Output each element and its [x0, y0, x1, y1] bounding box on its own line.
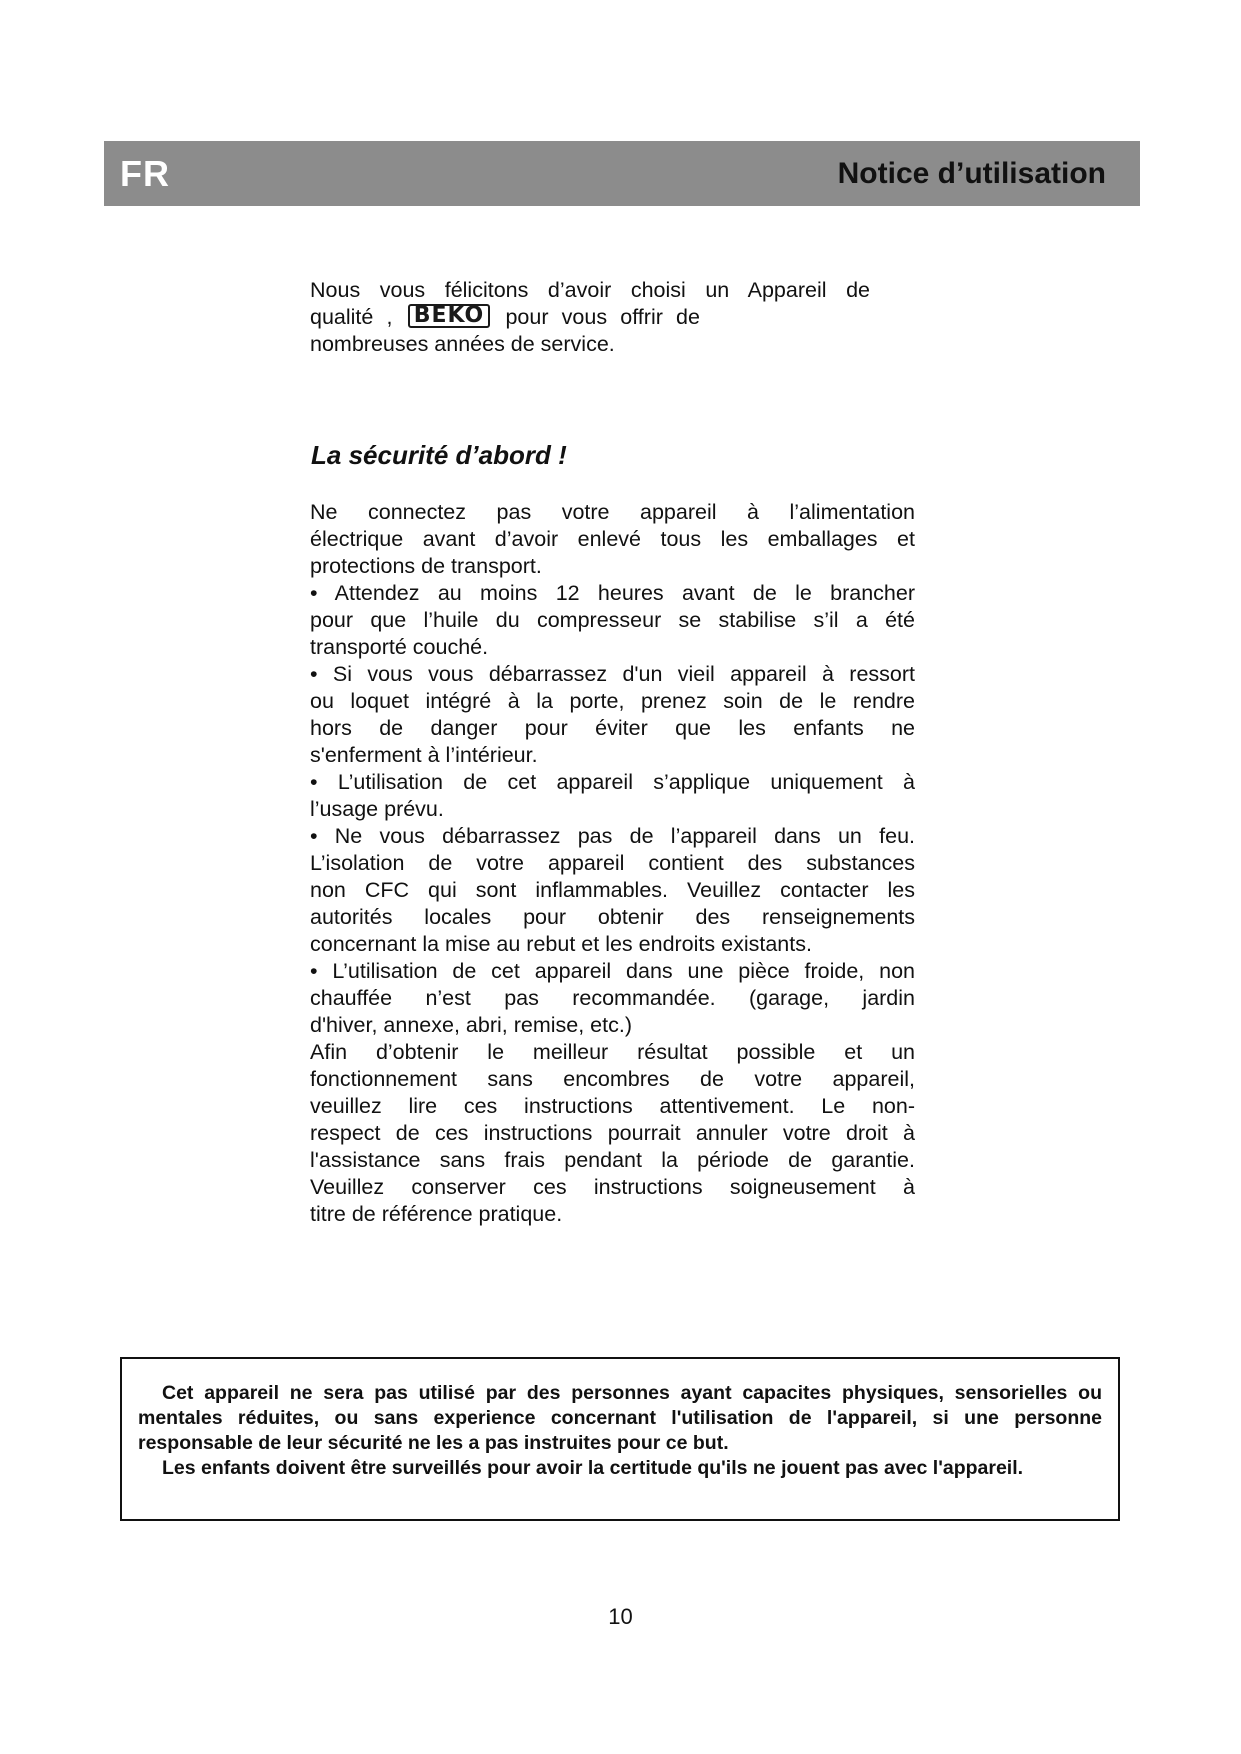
safety-line: ou loquet intégré à la porte, prenez soin de le rendre [310, 689, 915, 713]
intro-line-2-end: pour vous offrir de [505, 305, 700, 329]
safety-line: • L’utilisation de cet appareil s’applique uniquement à [310, 770, 915, 794]
safety-line: chauffée n’est pas recommandée. (garage, jardin [310, 986, 915, 1010]
safety-line: • L’utilisation de cet appareil dans une pièce froide, non [310, 959, 915, 983]
safety-line: fonctionnement sans encombres de votre appareil, [310, 1067, 915, 1091]
brand-logo: BEKO [408, 304, 491, 328]
safety-line: concernant la mise au rebut et les endroits existants. [310, 932, 812, 956]
safety-line: Afin d’obtenir le meilleur résultat possible et un [310, 1040, 915, 1064]
safety-line: autorités locales pour obtenir des renseignements [310, 905, 915, 929]
page-number: 10 [608, 1604, 633, 1629]
safety-body [310, 499, 915, 1228]
header-bar [104, 141, 1140, 206]
safety-line: • Ne vous débarrassez pas de l’appareil dans un feu. [310, 824, 915, 848]
intro-line-2 [310, 304, 700, 331]
safety-line: pour que l’huile du compresseur se stabilise s’il a été [310, 608, 915, 632]
safety-line: d'hiver, annexe, abri, remise, etc.) [310, 1013, 632, 1037]
intro-line-1: Nous vous félicitons d’avoir choisi un Appareil de [310, 278, 870, 302]
safety-line: • Attendez au moins 12 heures avant de le brancher [310, 581, 915, 605]
safety-line: L’isolation de votre appareil contient des substances [310, 851, 915, 875]
safety-line: l’usage prévu. [310, 797, 444, 821]
safety-line: respect de ces instructions pourrait annuler votre droit à [310, 1121, 915, 1145]
safety-line: titre de référence pratique. [310, 1202, 563, 1226]
safety-line: non CFC qui sont inflammables. Veuillez contacter les [310, 878, 915, 902]
safety-line: Veuillez conserver ces instructions soigneusement à [310, 1175, 915, 1199]
safety-line: protections de transport. [310, 554, 542, 578]
warning-paragraph-1: Cet appareil ne sera pas utilisé par des personnes ayant capacites physiques, sensorielles ou mentales réduites, ou sans experience concernant l'utilisation de l'appareil, si une personne responsable de leur sécurité ne les a pas instruites pour ce but. [138, 1382, 1102, 1454]
safety-line: électrique avant d’avoir enlevé tous les emballages et [310, 527, 915, 551]
safety-line: hors de danger pour éviter que les enfants ne [310, 716, 915, 740]
safety-line: l'assistance sans frais pendant la période de garantie. [310, 1148, 915, 1172]
warning-box [120, 1357, 1120, 1521]
safety-line: transporté couché. [310, 635, 489, 659]
safety-section-title: La sécurité d’abord ! [311, 440, 567, 470]
safety-line: Ne connectez pas votre appareil à l’alimentation [310, 500, 915, 524]
intro-paragraph [310, 277, 870, 358]
intro-line-2-start: qualité , [310, 305, 393, 329]
intro-line-3: nombreuses années de service. [310, 332, 615, 356]
language-code: FR [120, 153, 170, 194]
safety-line: • Si vous vous débarrassez d'un vieil appareil à ressort [310, 662, 915, 686]
safety-line: s'enferment à l’intérieur. [310, 743, 538, 767]
page-title: Notice d’utilisation [837, 157, 1106, 190]
safety-line: veuillez lire ces instructions attentivement. Le non- [310, 1094, 915, 1118]
warning-paragraph-2: Les enfants doivent être surveillés pour avoir la certitude qu'ils ne jouent pas avec l'appareil. [162, 1457, 1024, 1479]
